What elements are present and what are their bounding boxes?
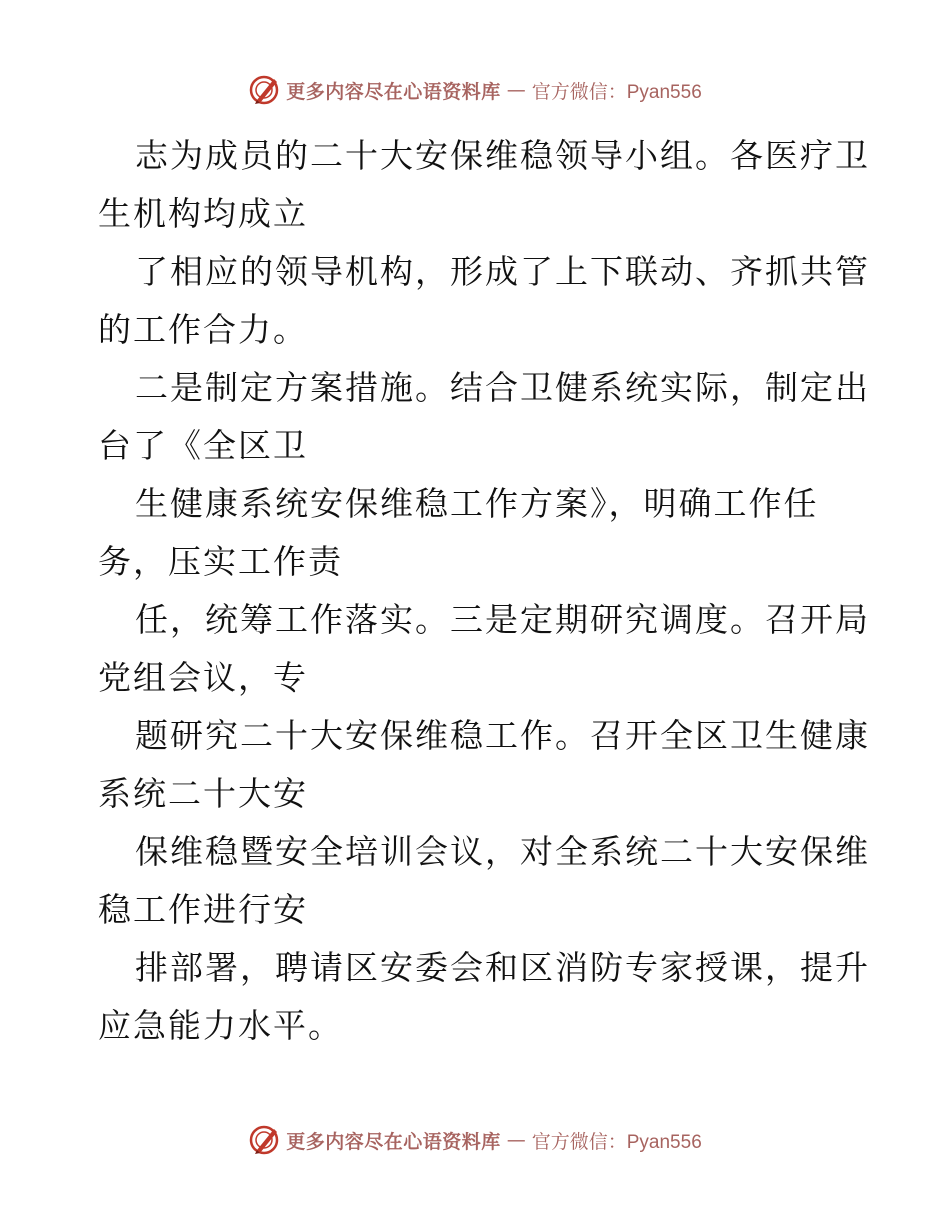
- text-line: 应急能力水平。: [98, 1006, 343, 1045]
- banner-contact: 官方微信：Pyan556: [531, 81, 702, 103]
- pen-logo-icon: [248, 1123, 282, 1157]
- banner-separator: —: [506, 79, 526, 101]
- banner-contact: 官方微信：Pyan556: [531, 1131, 702, 1153]
- text-line: 保维稳暨安全培训会议，对全系统二十大安保维: [135, 832, 870, 871]
- text-line: 台了《全区卫: [98, 426, 308, 465]
- text-line: 务，压实工作责: [98, 542, 343, 581]
- banner-separator: —: [506, 1129, 526, 1151]
- text-line: 系统二十大安: [98, 774, 308, 813]
- banner-title: 更多内容尽在心语资料库: [286, 80, 501, 103]
- text-line: 志为成员的二十大安保维稳领导小组。各医疗卫: [135, 136, 870, 175]
- text-line: 稳工作进行安: [98, 890, 308, 929]
- text-line: 排部署，聘请区安委会和区消防专家授课，提升: [135, 948, 870, 987]
- text-line: 的工作合力。: [98, 310, 308, 349]
- text-line: 题研究二十大安保维稳工作。召开全区卫生健康: [135, 716, 870, 755]
- text-line: 任，统筹工作落实。三是定期研究调度。召开局: [135, 600, 870, 639]
- text-line: 党组会议，专: [98, 658, 308, 697]
- text-line: 了相应的领导机构，形成了上下联动、齐抓共管: [135, 252, 870, 291]
- text-line: 生机构均成立: [98, 194, 308, 233]
- header-banner: [0, 70, 950, 110]
- banner-title: 更多内容尽在心语资料库: [286, 1130, 501, 1153]
- pen-logo-icon: [248, 73, 282, 107]
- text-line: 二是制定方案措施。结合卫健系统实际，制定出: [135, 368, 870, 407]
- document-body: [98, 127, 870, 1055]
- footer-banner: [0, 1120, 950, 1160]
- text-line: 生健康系统安保维稳工作方案》，明确工作任: [135, 484, 819, 523]
